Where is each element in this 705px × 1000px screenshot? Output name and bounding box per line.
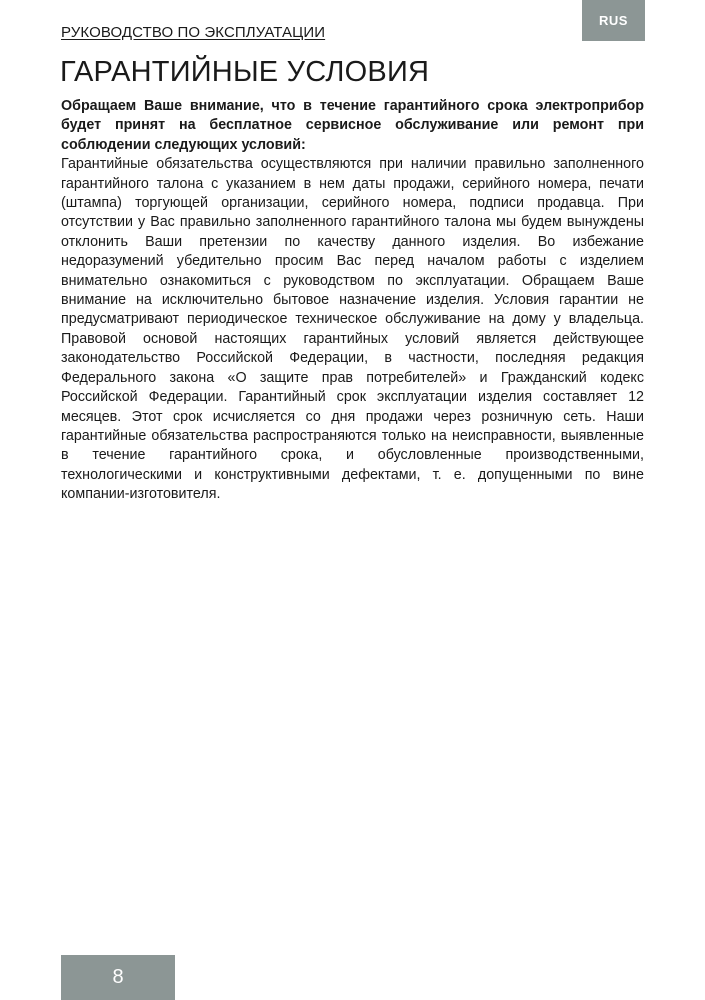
body-paragraph: Гарантийные обязательства осуществляются при наличии правильно заполненного гарантийного талона с указанием в нем даты продажи, серийного номера, печати (штампа) торгующей организации, серийного номера, подписи продавца. При отсутствии у Вас правильно заполненного гарантийного талона мы будем вынуждены отклонить Ваши претензии по качеству данного изделия. Во избежание недоразумений убедительно просим Вас перед началом работы с изделием внимательно ознакомиться с руководством по эксплуатации. Обращаем Ваше внимание на исключительно бытовое назначение изделия. Условия гарантии не предусматривают периодическое техническое обслуживание на дому у владельца. Правовой основой настоящих гарантийных условий является действующее законодательство Российской Федерации, в частности, последняя редакция Федерального закона «О защите прав потребителей» и Гражданский кодекс Российской Федерации. Гарантийный срок эксплуатации изделия составляет 12 месяцев. Этот срок исчисляется со дня продажи через розничную сеть. Наши гарантийные обязательства распространяются только на неисправности, выявленные в течение гарантийного срока, и обусловленные производственными, технологическими и конструктивными дефектами, т. е. допущенными по вине компании-изготовителя. <box>61 156 644 503</box>
page-number: 8 <box>112 966 124 988</box>
lead-paragraph: Обращаем Ваше внимание, что в течение гарантийного срока электроприбор будет принят на бесплатное сервисное обслуживание или ремонт при соблюдении следующих условий: <box>61 98 644 153</box>
page-title: ГАРАНТИЙНЫЕ УСЛОВИЯ <box>60 56 430 88</box>
running-header: РУКОВОДСТВО ПО ЭКСПЛУАТАЦИИ <box>61 24 326 41</box>
warranty-section <box>61 97 644 505</box>
language-tab <box>582 0 645 41</box>
page-number-tab <box>61 955 175 1000</box>
language-label: RUS <box>599 13 628 28</box>
